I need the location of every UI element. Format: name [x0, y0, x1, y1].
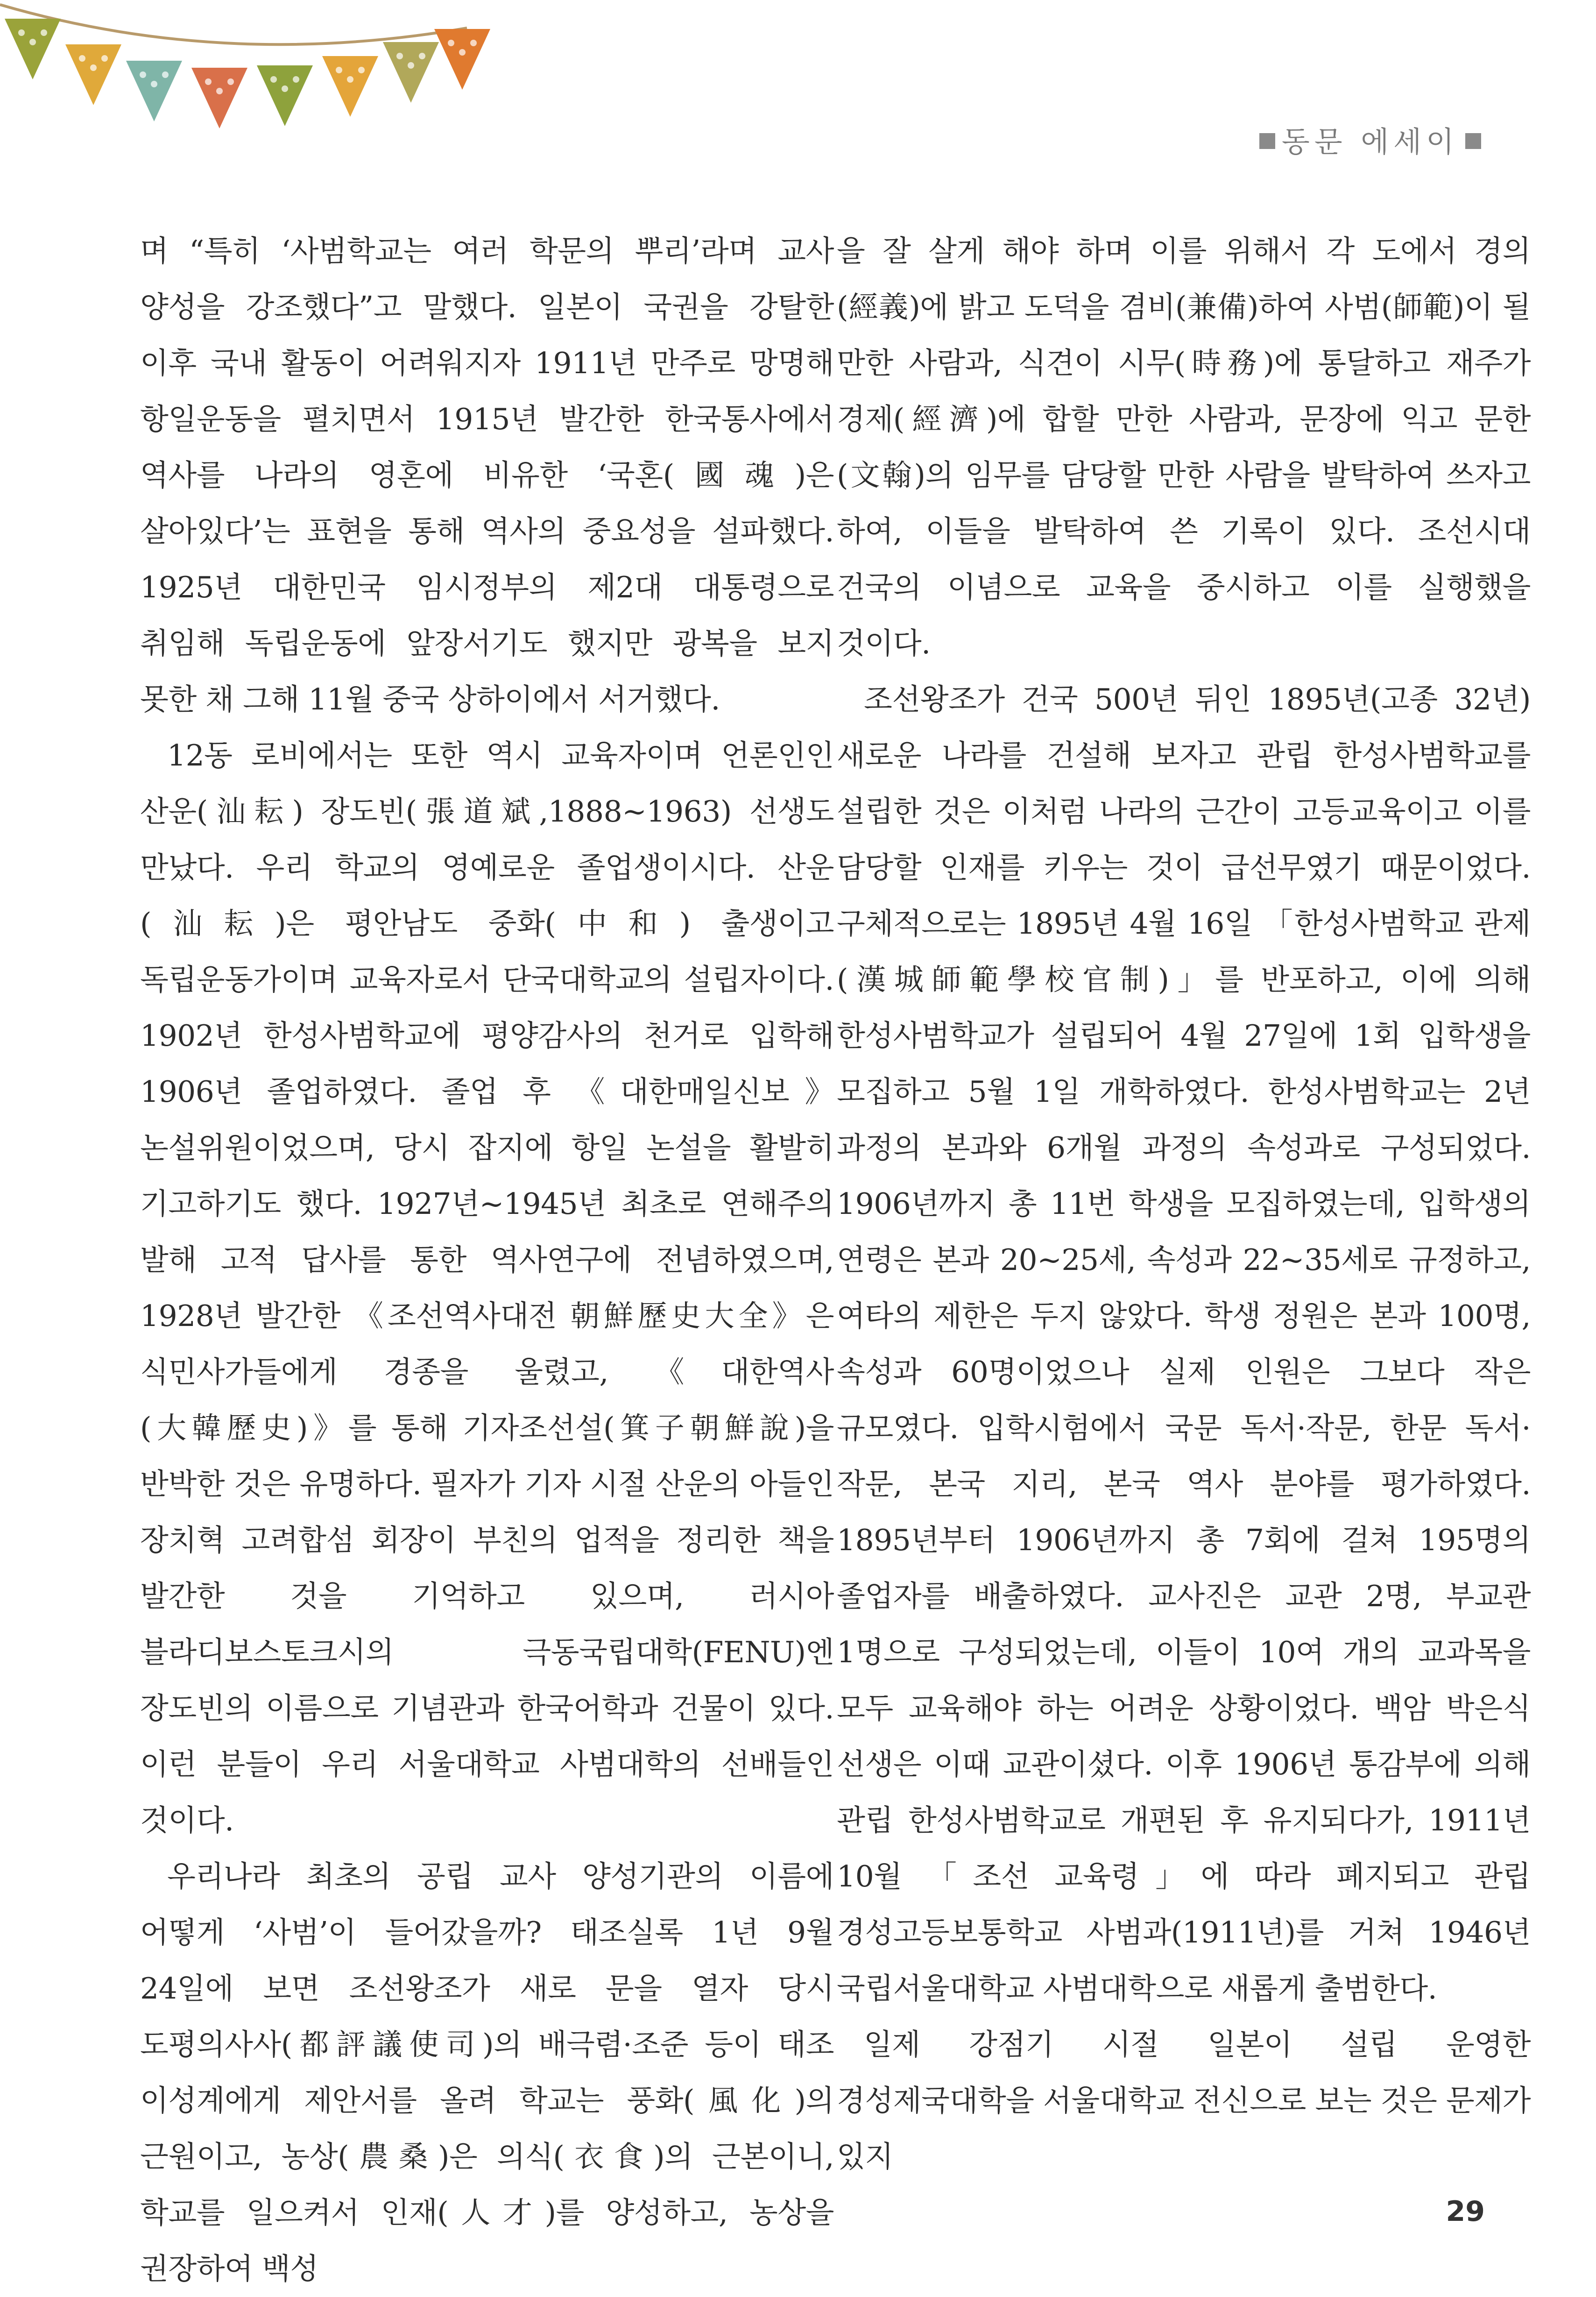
flag-dot [101, 55, 108, 62]
square-bullet-icon [1465, 133, 1481, 149]
flag-dot [282, 85, 288, 92]
flag-dot [470, 40, 477, 46]
flag-dot [270, 76, 277, 83]
flag-dot [140, 71, 146, 78]
flag-dot [408, 62, 414, 69]
bunting-string [0, 5, 467, 44]
flag-dot [18, 29, 25, 36]
paragraph: 을 잘 살게 해야 하며 이를 위해서 각 도에서 경의(經義)에 밝고 도덕을 겸비(兼備)하여 사범(師範)이 될 만한 사람과, 식견이 시무(時務)에 통달하고 재주가 경제(經濟)에 합할 만한 사람과, 문장에 익고 문한(文翰)의 임무를 담당할 만한 사람을 발탁하여 쓰자고 하여, 이들을 발탁하여 쓴 기록이 있다. 조선시대 건국의 이념으로 교육을 중시하고 이를 실행했을 것이다. [837, 234, 1531, 660]
square-bullet-icon [1259, 133, 1275, 149]
bunting-flag [322, 56, 378, 117]
bunting-flag [383, 42, 439, 103]
flag-dot [293, 76, 299, 83]
flag-dot [227, 78, 234, 85]
right-column [837, 223, 1531, 2185]
flag-dot [347, 76, 353, 83]
flag-dot [358, 67, 365, 73]
page-number: 29 [1446, 2195, 1485, 2228]
flag-dot [162, 71, 169, 78]
left-column [140, 223, 834, 2297]
paragraph: 며 “특히 ‘사범학교는 여러 학문의 뿌리’라며 교사 양성을 강조했다”고 말했다. 일본이 국권을 강탈한 이후 국내 활동이 어려워지자 1911년 만주로 망명해 항일운동을 펼치면서 1915년 발간한 한국통사에서 역사를 나라의 영혼에 비유한 ‘국혼(國魂)은 살아있다’는 표현을 통해 역사의 중요성을 설파했다. 1925년 대한민국 임시정부의 제2대 대통령으로 취임해 독립운동에 앞장서기도 했지만 광복을 보지 못한 채 그해 11월 중국 상하이에서 서거했다. [140, 234, 834, 716]
flag-dot [90, 64, 97, 71]
bunting-flag [65, 44, 121, 105]
flag-dot [79, 55, 85, 62]
paragraph: 12동 로비에서는 또한 역시 교육자이며 언론인인 산운(汕耘) 장도빈(張道斌,1888~1963) 선생도 만났다. 우리 학교의 영예로운 졸업생이시다. 산운(汕耘)은 평안남도 중화(中和) 출생이고 독립운동가이며 교육자로서 단국대학교의 설립자이다. 1902년 한성사범학교에 평양감사의 천거로 입학해 1906년 졸업하였다. 졸업 후 《대한매일신보》 논설위원이었으며, 당시 잡지에 항일 논설을 활발히 기고하기도 했다. 1927년~1945년 최초로 연해주의 발해 고적 답사를 통한 역사연구에 전념하였으며, 1928년 발간한 《조선역사대전 朝鮮歷史大全》은 식민사가들에게 경종을 울렸고, 《대한역사(大韓歷史)》를 통해 기자조선설(箕子朝鮮說)을 반박한 것은 유명하다. 필자가 기자 시절 산운의 아들인 장치혁 고려합섬 회장이 부친의 업적을 정리한 책을 발간한 것을 기억하고 있으며, 러시아 블라디보스토크시의 극동국립대학(FENU)엔 장도빈의 이름으로 기념관과 한국어학과 건물이 있다. 이런 분들이 우리 서울대학교 사범대학의 선배들인 것이다. [140, 738, 834, 1837]
bunting-flag [257, 65, 313, 126]
bunting-flag [191, 68, 247, 128]
flag-dot [448, 40, 454, 46]
paragraph: 일제 강점기 시절 일본이 설립 운영한 경성제국대학을 서울대학교 전신으로 보는 것은 문제가 있지 [837, 2028, 1531, 2174]
paragraph: 우리나라 최초의 공립 교사 양성기관의 이름에 어떻게 ‘사범’이 들어갔을까? 태조실록 1년 9월 24일에 보면 조선왕조가 새로 문을 열자 당시 도평의사사(都評議使司)의 배극렴·조준 등이 태조 이성계에게 제안서를 올려 학교는 풍화(風化)의 근원이고, 농상(農桑)은 의식(衣食)의 근본이니, 학교를 일으켜서 인재(人才)를 양성하고, 농상을 권장하여 백성 [140, 1859, 834, 2286]
bunting-flag [126, 61, 182, 121]
flag-dot [151, 81, 157, 87]
bunting-flag [5, 19, 61, 79]
flag-dot [396, 53, 403, 59]
section-label [1253, 119, 1488, 160]
flag-dot [41, 29, 47, 36]
flag-dot [29, 39, 36, 45]
flag-dot [419, 53, 425, 59]
bunting-flag [434, 29, 490, 90]
paragraph: 조선왕조가 건국 500년 뒤인 1895년(고종 32년) 새로운 나라를 건설해 보자고 관립 한성사범학교를 설립한 것은 이처럼 나라의 근간이 고등교육이고 이를 담당할 인재를 키우는 것이 급선무였기 때문이었다. 구체적으로는 1895년 4월 16일 「한성사범학교 관제(漢城師範學校官制)」를 반포하고, 이에 의해 한성사범학교가 설립되어 4월 27일에 1회 입학생을 모집하고 5월 1일 개학하였다. 한성사범학교는 2년 과정의 본과와 6개월 과정의 속성과로 구성되었다. 1906년까지 총 11번 학생을 모집하였는데, 입학생의 연령은 본과 20~25세, 속성과 22~35세로 규정하고, 여타의 제한은 두지 않았다. 학생 정원은 본과 100명, 속성과 60명이었으나 실제 인원은 그보다 작은 규모였다. 입학시험에서 국문 독서·작문, 한문 독서·작문, 본국 지리, 본국 역사 분야를 평가하였다. 1895년부터 1906년까지 총 7회에 걸쳐 195명의 졸업자를 배출하였다. 교사진은 교관 2명, 부교관 1명으로 구성되었는데, 이들이 10여 개의 교과목을 모두 교육해야 하는 어려운 상황이었다. 백암 박은식 선생은 이때 교관이셨다. 이후 1906년 통감부에 의해 관립 한성사범학교로 개편된 후 유지되다가, 1911년 10월 「조선 교육령」에 따라 폐지되고 관립 경성고등보통학교 사범과(1911년)를 거쳐 1946년 국립서울대학교 사범대학으로 새롭게 출범한다. [837, 682, 1531, 2006]
flag-dot [459, 49, 466, 56]
flag-dot [336, 67, 342, 73]
flag-dot [216, 88, 223, 94]
section-label-text: 동문 에세이 [1281, 125, 1459, 159]
flag-dot [205, 78, 212, 85]
